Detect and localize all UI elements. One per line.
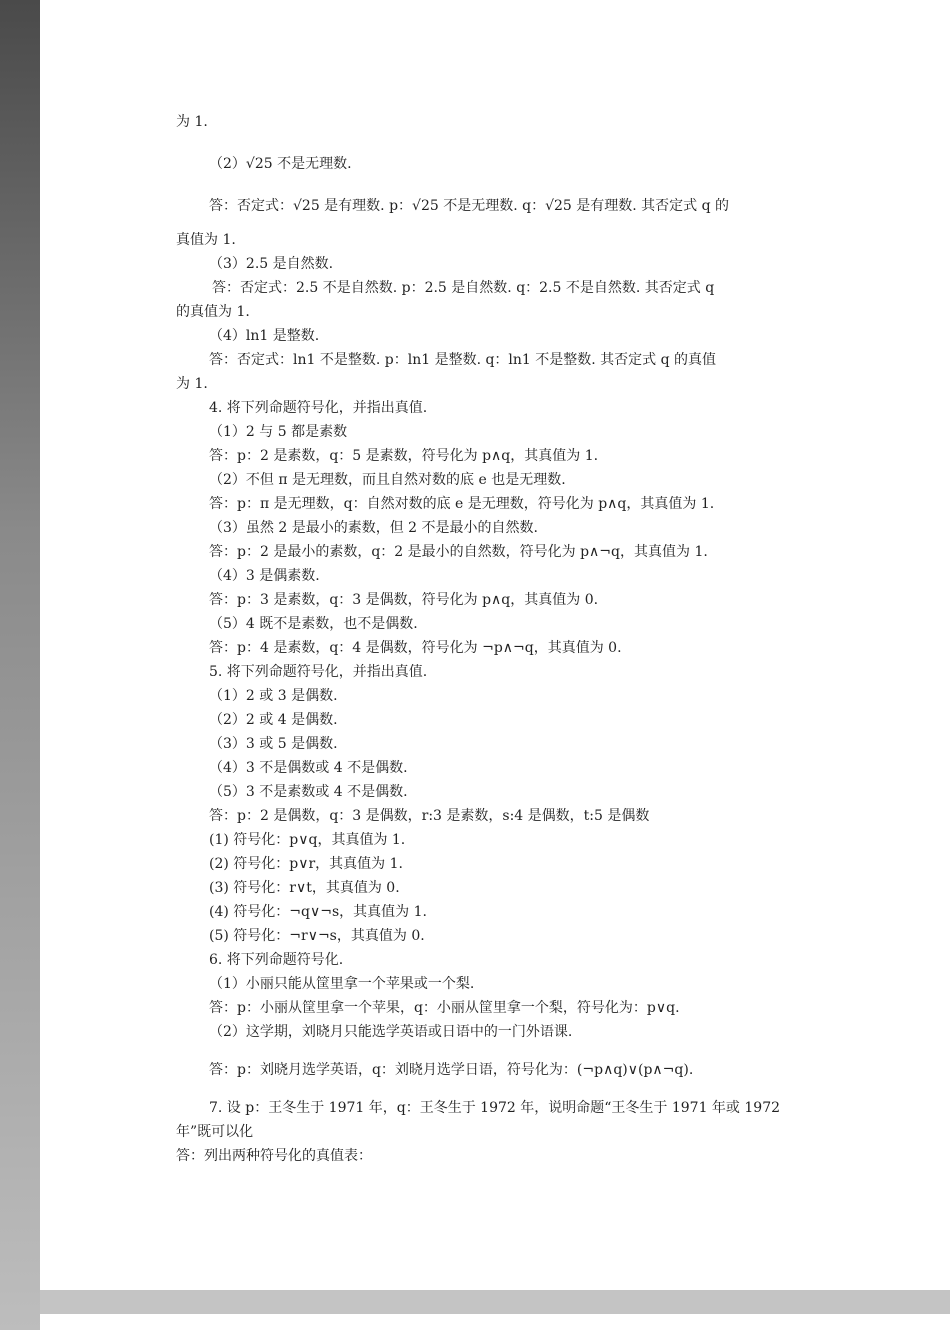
bottom-margin-bar bbox=[40, 1290, 950, 1314]
text-line: 答：p：小丽从筐里拿一个苹果，q：小丽从筐里拿一个梨，符号化为：p∨q. bbox=[209, 1000, 680, 1016]
bottom-strip bbox=[40, 1314, 950, 1330]
text-line: 的真值为 1. bbox=[176, 304, 250, 320]
text-line: （4）3 不是偶数或 4 不是偶数. bbox=[209, 760, 408, 776]
text-line: 为 1. bbox=[176, 114, 208, 130]
text-line: 5. 将下列命题符号化，并指出真值. bbox=[209, 664, 428, 680]
text-line: 答：列出两种符号化的真值表： bbox=[176, 1148, 372, 1164]
left-margin-bar bbox=[0, 0, 40, 1330]
text-line: (1) 符号化：p∨q，其真值为 1. bbox=[209, 832, 406, 848]
text-line: (4) 符号化：¬q∨¬s，其真值为 1. bbox=[209, 904, 427, 920]
text-line: (5) 符号化：¬r∨¬s，其真值为 0. bbox=[209, 928, 425, 944]
text-line: （3）2.5 是自然数. bbox=[209, 256, 334, 272]
text-line: （2）√25 不是无理数. bbox=[209, 156, 352, 172]
text-line: 答：p：2 是素数，q：5 是素数，符号化为 p∧q，其真值为 1. bbox=[209, 448, 599, 464]
text-line: （1）小丽只能从筐里拿一个苹果或一个梨. bbox=[209, 976, 475, 992]
text-line: （1）2 与 5 都是素数 bbox=[209, 424, 348, 440]
text-line: （2）不但 π 是无理数，而且自然对数的底 e 也是无理数. bbox=[209, 472, 566, 488]
text-line: 4. 将下列命题符号化，并指出真值. bbox=[209, 400, 428, 416]
text-line: (2) 符号化：p∨r，其真值为 1. bbox=[209, 856, 403, 872]
text-line: （4）ln1 是整数. bbox=[209, 328, 320, 344]
text-line: （3）虽然 2 是最小的素数，但 2 不是最小的自然数. bbox=[209, 520, 538, 536]
text-line: 答：p：4 是素数，q：4 是偶数，符号化为 ¬p∧¬q，其真值为 0. bbox=[209, 640, 622, 656]
text-line: （2）2 或 4 是偶数. bbox=[209, 712, 338, 728]
text-line: （4）3 是偶素数. bbox=[209, 568, 320, 584]
text-line: 答：否定式：2.5 不是自然数. p：2.5 是自然数. q：2.5 不是自然数. 其否定式 q bbox=[212, 280, 715, 296]
text-line: 年”既可以化 bbox=[176, 1124, 254, 1140]
text-line: 答：p：2 是最小的素数，q：2 是最小的自然数，符号化为 p∧¬q，其真值为 1. bbox=[209, 544, 708, 560]
text-line: （1）2 或 3 是偶数. bbox=[209, 688, 338, 704]
text-line: 答：p：2 是偶数，q：3 是偶数，r:3 是素数，s:4 是偶数，t:5 是偶数 bbox=[209, 808, 650, 824]
text-line: （2）这学期，刘晓月只能选学英语或日语中的一门外语课. bbox=[209, 1024, 573, 1040]
text-line: （3）3 或 5 是偶数. bbox=[209, 736, 338, 752]
text-line: （5）3 不是素数或 4 不是偶数. bbox=[209, 784, 408, 800]
text-line: 答：p：3 是素数，q：3 是偶数，符号化为 p∧q，其真值为 0. bbox=[209, 592, 599, 608]
text-line: （5）4 既不是素数，也不是偶数. bbox=[209, 616, 418, 632]
text-line: 为 1. bbox=[176, 376, 208, 392]
text-line: 答：否定式：ln1 不是整数. p：ln1 是整数. q：ln1 不是整数. 其否定式 q 的真值 bbox=[209, 352, 717, 368]
text-line: 7. 设 p：王冬生于 1971 年，q：王冬生于 1972 年，说明命题“王冬生于 1971 年或 1972 bbox=[209, 1100, 781, 1116]
text-line: 答：p：π 是无理数，q：自然对数的底 e 是无理数，符号化为 p∧q，其真值为 1. bbox=[209, 496, 715, 512]
text-line: 6. 将下列命题符号化. bbox=[209, 952, 344, 968]
text-line: (3) 符号化：r∨t，其真值为 0. bbox=[209, 880, 400, 896]
document-page bbox=[176, 110, 826, 1168]
text-line: 真值为 1. bbox=[176, 232, 236, 248]
text-line: 答：否定式：√25 是有理数. p：√25 不是无理数. q：√25 是有理数. 其否定式 q 的 bbox=[209, 198, 730, 214]
text-line: 答：p：刘晓月选学英语，q：刘晓月选学日语，符号化为：(¬p∧q)∨(p∧¬q). bbox=[209, 1062, 694, 1078]
